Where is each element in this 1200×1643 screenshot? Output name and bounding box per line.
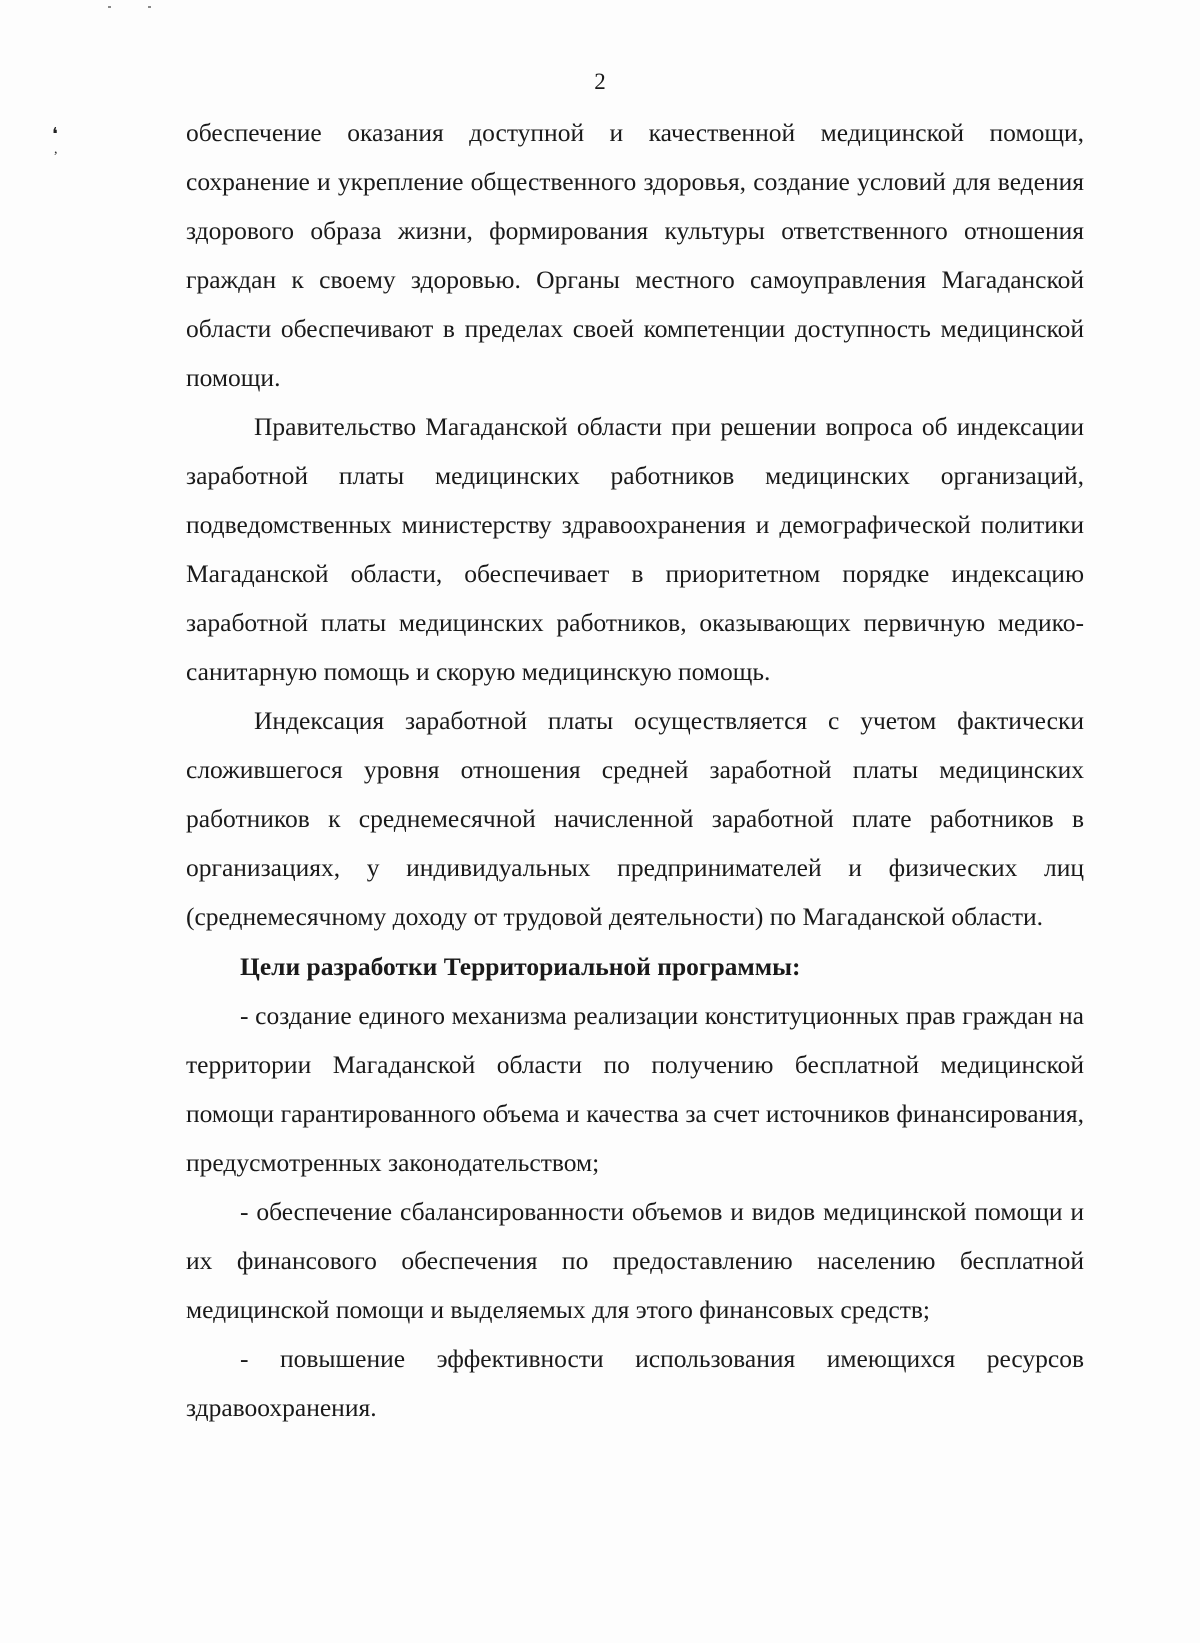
scan-artifact-dot xyxy=(108,6,111,8)
scan-artifact-mark: ❛ xyxy=(52,124,58,144)
scan-artifact-mark: , xyxy=(54,142,58,157)
paragraph-salary-indexing: Правительство Магаданской области при решении вопроса об индексации заработной платы медицинских работников медицинских организаций, подведомственных министерству здравоохранения и демографической политики Магаданской области, обеспечивает в приоритетном порядке индексацию заработной платы медицинских работников, оказывающих первичную медико-санитарную помощь и скорую медицинскую помощь. xyxy=(186,412,1084,686)
scan-artifact-dot xyxy=(148,6,151,8)
page-number: 2 xyxy=(594,69,606,94)
goal-item: - обеспечение сбалансированности объемов и видов медицинской помощи и их финансового обеспечения по предоставлению населению бесплатной медицинской помощи и выделяемых для этого финансовых средств; xyxy=(186,1197,1084,1324)
goal-item: - создание единого механизма реализации конституционных прав граждан на территории Магаданской области по получению бесплатной медицинской помощи гарантированного объема и качества за счет источников финансирования, предусмотренных законодательством; xyxy=(186,1001,1084,1177)
paragraph-continued: обеспечение оказания доступной и качественной медицинской помощи, сохранение и укрепление общественного здоровья, создание условий для ведения здорового образа жизни, формирования культуры ответственного отношения граждан к своему здоровью. Органы местного самоуправления Магаданской области обеспечивают в пределах своей компетенции доступность медицинской помощи. xyxy=(186,118,1084,392)
goals-heading: Цели разработки Территориальной программы: xyxy=(240,952,801,981)
goal-item: - повышение эффективности использования имеющихся ресурсов здравоохранения. xyxy=(186,1344,1084,1422)
paragraph-indexing-basis: Индексация заработной платы осуществляется с учетом фактически сложившегося уровня отношения средней заработной платы медицинских работников к среднемесячной начисленной заработной плате работников в организациях, у индивидуальных предпринимателей и физических лиц (среднемесячному доходу от трудовой деятельности) по Магаданской области. xyxy=(186,706,1084,931)
document-body xyxy=(186,108,1084,1432)
